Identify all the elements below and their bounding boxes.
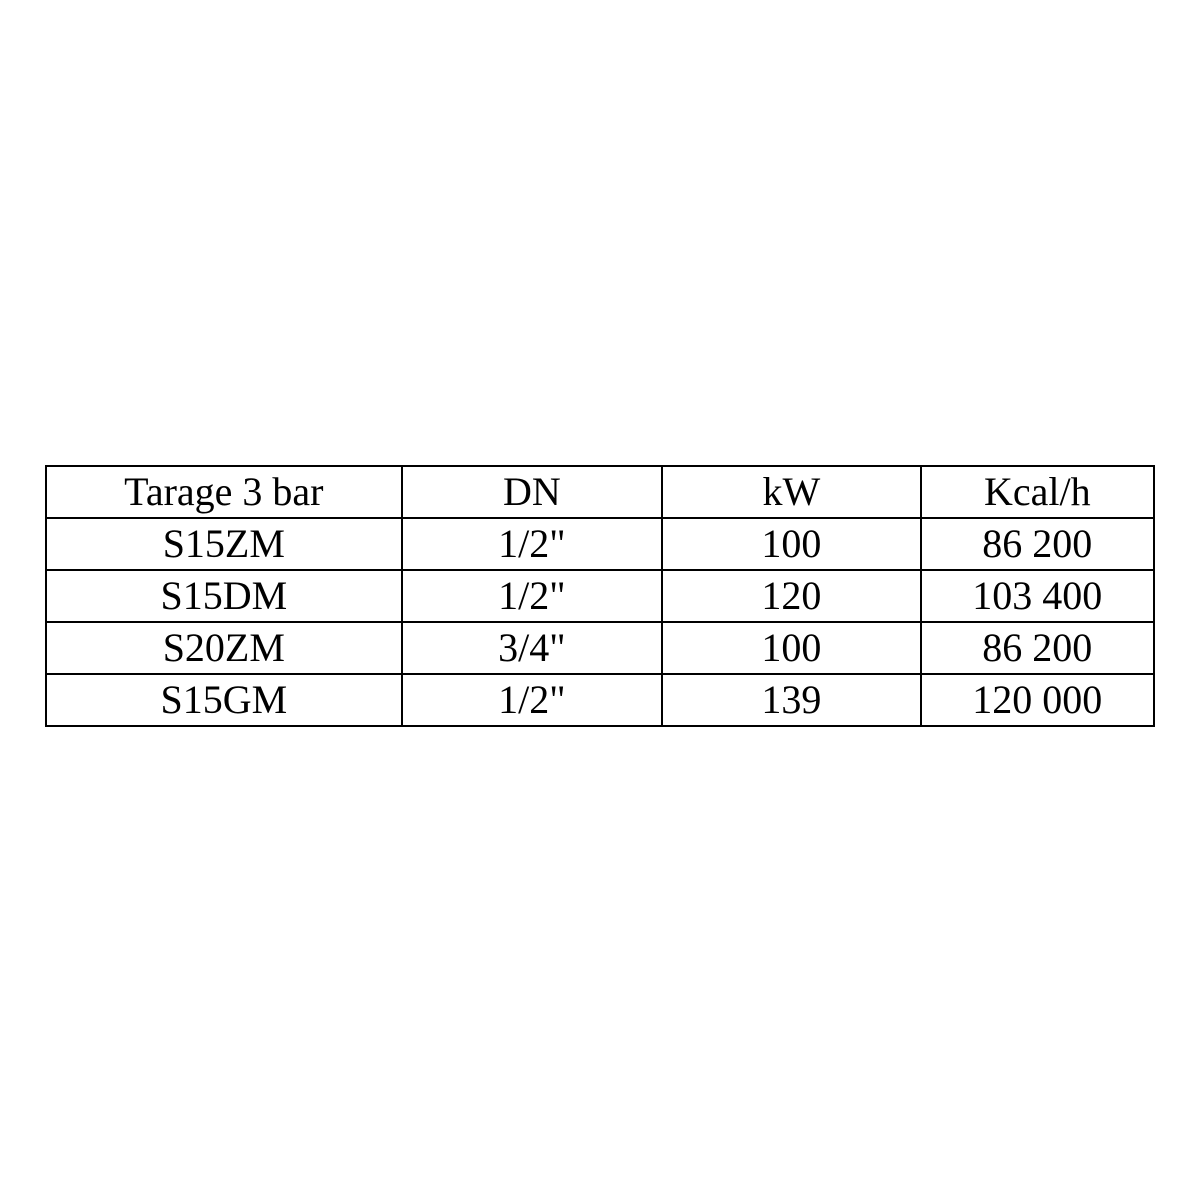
cell-model: S15GM — [46, 674, 402, 726]
table-row — [46, 622, 1154, 674]
table-row — [46, 674, 1154, 726]
cell-dn: 3/4" — [402, 622, 662, 674]
table-row — [46, 518, 1154, 570]
table-row — [46, 570, 1154, 622]
header-kcal: Kcal/h — [921, 466, 1154, 518]
cell-kcal: 86 200 — [921, 518, 1154, 570]
cell-dn: 1/2" — [402, 518, 662, 570]
cell-kcal: 86 200 — [921, 622, 1154, 674]
cell-kcal: 103 400 — [921, 570, 1154, 622]
header-dn: DN — [402, 466, 662, 518]
header-tarage: Tarage 3 bar — [46, 466, 402, 518]
cell-model: S20ZM — [46, 622, 402, 674]
cell-dn: 1/2" — [402, 570, 662, 622]
header-kw: kW — [662, 466, 920, 518]
cell-kcal: 120 000 — [921, 674, 1154, 726]
cell-kw: 139 — [662, 674, 920, 726]
cell-model: S15DM — [46, 570, 402, 622]
cell-kw: 100 — [662, 622, 920, 674]
table-header-row — [46, 466, 1154, 518]
cell-kw: 100 — [662, 518, 920, 570]
cell-model: S15ZM — [46, 518, 402, 570]
cell-dn: 1/2" — [402, 674, 662, 726]
spec-table — [45, 465, 1155, 727]
cell-kw: 120 — [662, 570, 920, 622]
